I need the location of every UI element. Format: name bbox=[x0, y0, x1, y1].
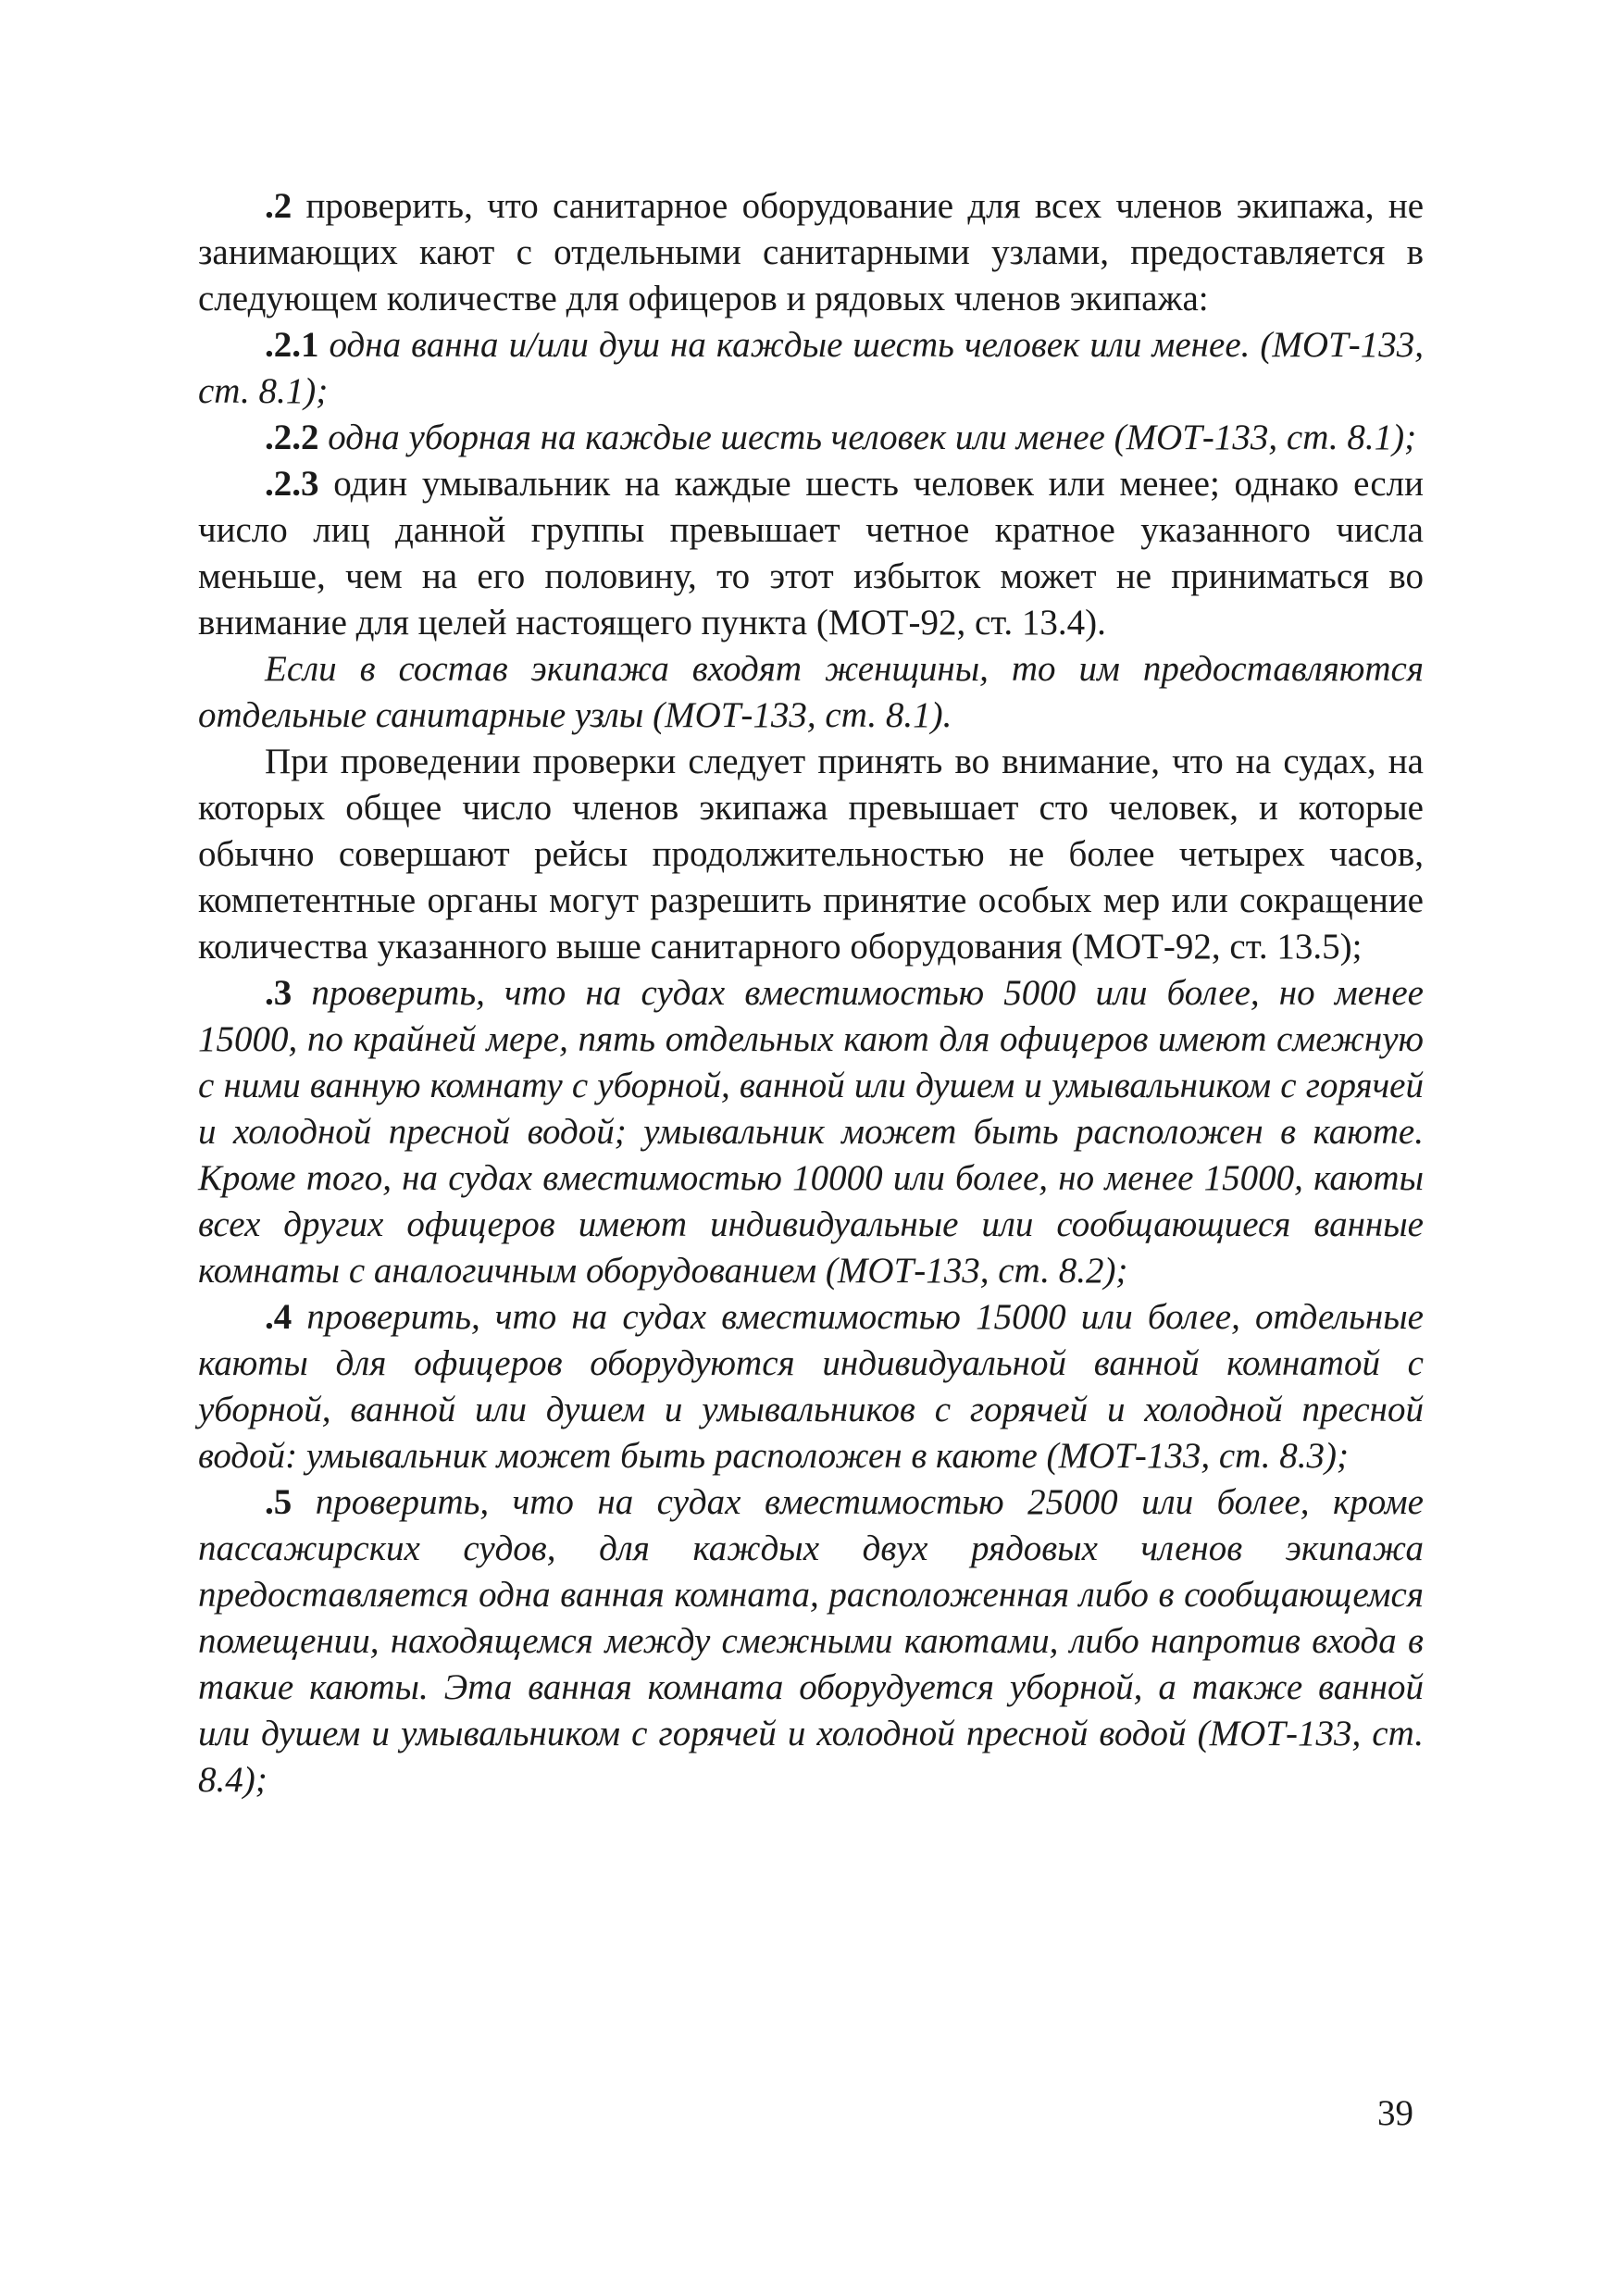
item-number: .4 bbox=[265, 1297, 292, 1337]
paragraph-women-note bbox=[198, 646, 1424, 739]
paragraph-2-1 bbox=[198, 322, 1424, 415]
paragraph-2-2 bbox=[198, 415, 1424, 461]
paragraph-text: проверить, что на судах вместимостью 25000 или более, кроме пассажирских судов, для каждых двух рядовых членов экипажа предоставляется одна ванная комната, расположенная либо в сообщающемся помещении, находящемся между смежными каютами, либо напротив входа в такие каюты. Эта ванная комната оборудуется уборной, а также ванной или душем и умывальником с горячей и холодной пресной водой (МОТ-133, ст. 8.4); bbox=[198, 1482, 1424, 1800]
paragraph-text: Если в состав экипажа входят женщины, то им предоставляются отдельные санитарные узлы (МОТ-133, ст. 8.1). bbox=[198, 649, 1424, 735]
paragraph-text: один умывальник на каждые шесть человек или менее; однако если число лиц данной группы превышает четное кратное указанного числа меньше, чем на его половину, то этот избыток может не приниматься во внимание для целей настоящего пункта (МОТ-92, ст. 13.4). bbox=[198, 464, 1424, 643]
page-number: 39 bbox=[1377, 2093, 1413, 2133]
paragraph-text: одна уборная на каждые шесть человек или менее (МОТ-133, ст. 8.1); bbox=[318, 418, 1417, 457]
paragraph-text: одна ванна и/или душ на каждые шесть человек или менее. (МОТ-133, ст. 8.1); bbox=[198, 325, 1424, 411]
paragraph-2-3 bbox=[198, 461, 1424, 646]
paragraph-text: проверить, что на судах вместимостью 15000 или более, отдельные каюты для офицеров оборудуются индивидуальной ванной комнатой с уборной, ванной или душем и умывальников с горячей и холодной пресной водой: умывальник может быть расположен в каюте (МОТ-133, ст. 8.3); bbox=[198, 1297, 1424, 1476]
item-number: .2 bbox=[265, 186, 292, 226]
paragraph-5 bbox=[198, 1479, 1424, 1803]
paragraph-2 bbox=[198, 183, 1424, 322]
item-number: .5 bbox=[265, 1482, 292, 1522]
item-number: .2.3 bbox=[265, 464, 319, 504]
document-body bbox=[198, 183, 1424, 1803]
paragraph-4 bbox=[198, 1294, 1424, 1479]
item-number: .2.2 bbox=[265, 418, 319, 457]
paragraph-3 bbox=[198, 970, 1424, 1294]
item-number: .2.1 bbox=[265, 325, 319, 365]
paragraph-text: проверить, что на судах вместимостью 5000 или более, но менее 15000, по крайней мере, пять отдельных кают для офицеров имеют смежную с ними ванную комнату с уборной, ванной или душем и умывальником с горячей и холодной пресной водой; умывальник может быть расположен в каюте. Кроме того, на судах вместимостью 10000 или более, но менее 15000, каюты всех других офицеров имеют индивидуальные или сообщающиеся ванные комнаты с аналогичным оборудованием (МОТ-133, ст. 8.2); bbox=[198, 973, 1424, 1291]
paragraph-text: проверить, что санитарное оборудование для всех членов экипажа, не занимающих кают с отдельными санитарными узлами, предоставляется в следующем количестве для офицеров и рядовых членов экипажа: bbox=[198, 186, 1424, 318]
paragraph-inspection-note bbox=[198, 739, 1424, 970]
item-number: .3 bbox=[265, 973, 292, 1013]
paragraph-text: При проведении проверки следует принять во внимание, что на судах, на которых общее число членов экипажа превышает сто человек, и которые обычно совершают рейсы продолжительностью не более четырех часов, компетентные органы могут разрешить принятие особых мер или сокращение количества указанного выше санитарного оборудования (МОТ-92, ст. 13.5); bbox=[198, 742, 1424, 967]
